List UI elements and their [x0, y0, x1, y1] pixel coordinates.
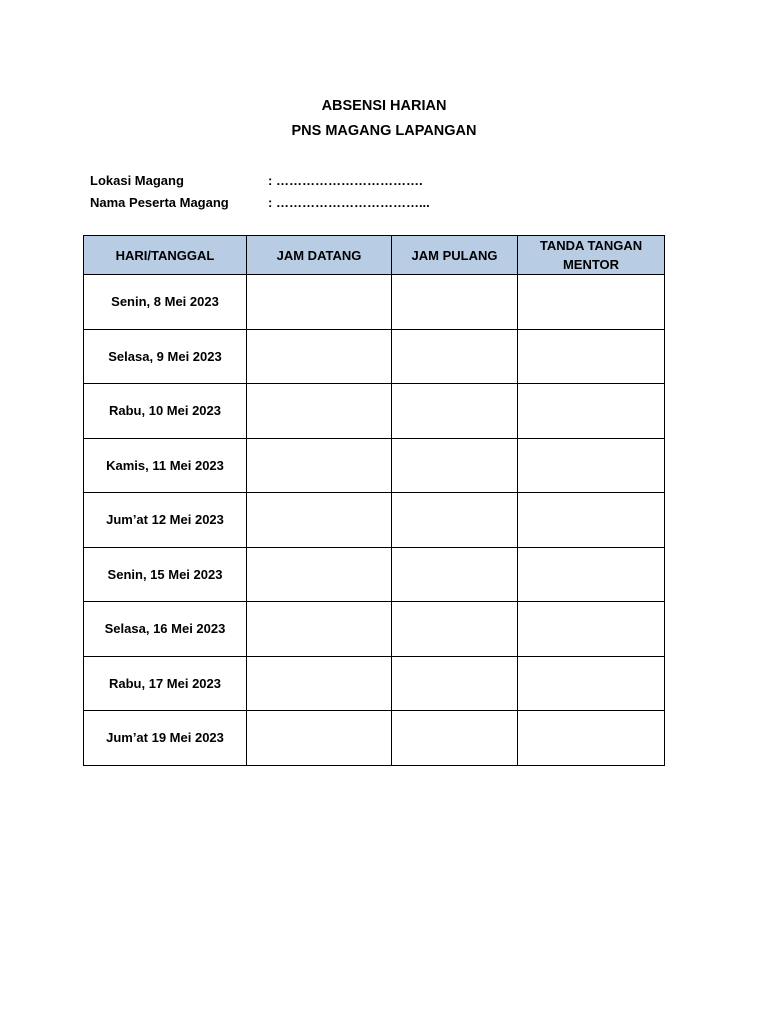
info-row-location — [90, 170, 430, 192]
participant-value: : ……………………………... — [268, 194, 430, 210]
cell-date: Selasa, 9 Mei 2023 — [84, 329, 247, 384]
location-value: : ……………………………. — [268, 173, 423, 188]
document-header — [0, 94, 768, 144]
table-row — [84, 656, 665, 711]
header-mentor-signature: TANDA TANGAN MENTOR — [518, 236, 665, 275]
cell-date: Kamis, 11 Mei 2023 — [84, 438, 247, 493]
cell-departure-time[interactable] — [392, 275, 518, 330]
cell-arrival-time[interactable] — [247, 493, 392, 548]
cell-arrival-time[interactable] — [247, 547, 392, 602]
header-arrival-time: JAM DATANG — [247, 236, 392, 275]
cell-mentor-signature[interactable] — [518, 547, 665, 602]
cell-arrival-time[interactable] — [247, 711, 392, 766]
cell-mentor-signature[interactable] — [518, 656, 665, 711]
cell-arrival-time[interactable] — [247, 602, 392, 657]
cell-mentor-signature[interactable] — [518, 438, 665, 493]
cell-arrival-time[interactable] — [247, 656, 392, 711]
cell-departure-time[interactable] — [392, 493, 518, 548]
cell-arrival-time[interactable] — [247, 384, 392, 439]
table-header-row — [84, 236, 665, 275]
cell-departure-time[interactable] — [392, 384, 518, 439]
cell-date: Jum’at 19 Mei 2023 — [84, 711, 247, 766]
cell-mentor-signature[interactable] — [518, 384, 665, 439]
table-row — [84, 711, 665, 766]
table-row — [84, 602, 665, 657]
header-date: HARI/TANGGAL — [84, 236, 247, 275]
table-row — [84, 275, 665, 330]
cell-departure-time[interactable] — [392, 711, 518, 766]
document-subtitle: PNS MAGANG LAPANGAN — [291, 123, 477, 139]
cell-mentor-signature[interactable] — [518, 711, 665, 766]
cell-mentor-signature[interactable] — [518, 602, 665, 657]
cell-date: Rabu, 10 Mei 2023 — [84, 384, 247, 439]
cell-date: Senin, 8 Mei 2023 — [84, 275, 247, 330]
cell-date: Selasa, 16 Mei 2023 — [84, 602, 247, 657]
cell-departure-time[interactable] — [392, 656, 518, 711]
cell-departure-time[interactable] — [392, 329, 518, 384]
table-row — [84, 438, 665, 493]
cell-departure-time[interactable] — [392, 438, 518, 493]
cell-date: Rabu, 17 Mei 2023 — [84, 656, 247, 711]
table-row — [84, 329, 665, 384]
location-label: Lokasi Magang — [90, 173, 184, 188]
info-block — [90, 170, 430, 213]
info-row-participant — [90, 192, 430, 214]
header-departure-time: JAM PULANG — [392, 236, 518, 275]
cell-date: Senin, 15 Mei 2023 — [84, 547, 247, 602]
cell-mentor-signature[interactable] — [518, 329, 665, 384]
document-title: ABSENSI HARIAN — [321, 98, 447, 114]
cell-arrival-time[interactable] — [247, 329, 392, 384]
cell-arrival-time[interactable] — [247, 438, 392, 493]
cell-departure-time[interactable] — [392, 602, 518, 657]
cell-date: Jum’at 12 Mei 2023 — [84, 493, 247, 548]
cell-departure-time[interactable] — [392, 547, 518, 602]
table-row — [84, 384, 665, 439]
cell-mentor-signature[interactable] — [518, 493, 665, 548]
table-row — [84, 547, 665, 602]
participant-label: Nama Peserta Magang — [90, 194, 229, 210]
attendance-table — [83, 235, 665, 766]
cell-arrival-time[interactable] — [247, 275, 392, 330]
cell-mentor-signature[interactable] — [518, 275, 665, 330]
table-row — [84, 493, 665, 548]
